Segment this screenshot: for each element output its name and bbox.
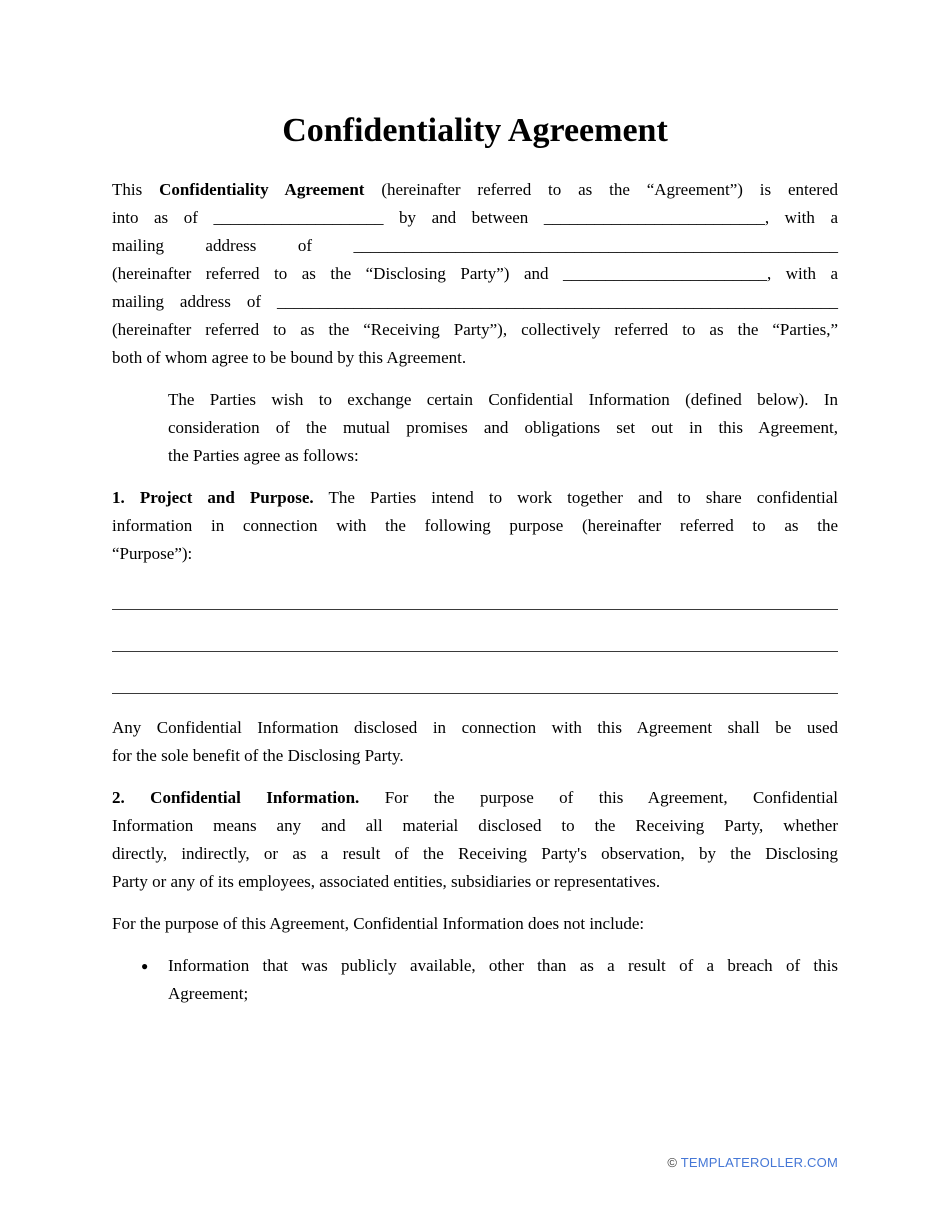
exclusions-intro-paragraph — [112, 910, 838, 938]
footer-branding — [667, 1155, 838, 1170]
section-2-line-2: Information means any and all material disclosed to the Receiving Party, whether — [112, 816, 838, 835]
bullet-icon: ● — [141, 959, 149, 973]
intro-line-1 — [112, 176, 838, 204]
intro-line-2 — [112, 204, 838, 232]
intro-text: mailing address of — [112, 292, 262, 311]
recitals-line-1: The Parties wish to exchange certain Confidential Information (defined below). In — [168, 390, 838, 409]
section-2-line-4: Party or any of its employees, associated entities, subsidiaries or representatives. — [112, 872, 661, 891]
intro-text: by and between — [399, 208, 529, 227]
intro-text: into as of — [112, 208, 198, 227]
section-1-line-2: information in connection with the following purpose (hereinafter referred to as the — [112, 516, 838, 535]
section-1-line-1 — [112, 484, 838, 512]
recitals-paragraph — [112, 386, 838, 470]
section-2-line-3: directly, indirectly, or as a result of the Receiving Party's observation, by the Disclosing — [112, 844, 838, 863]
section-1-line-3: “Purpose”): — [112, 544, 193, 563]
section-1-project-and-purpose — [112, 484, 838, 568]
disclosing-party-address-blank-field: _________________________________________________________ — [353, 236, 838, 255]
purpose-fill-line-2 — [112, 610, 838, 652]
intro-line-5 — [112, 288, 838, 316]
section-2-confidential-information — [112, 784, 838, 896]
intro-line-4 — [112, 260, 838, 288]
exclusion-item-line-2: Agreement; — [168, 984, 249, 1003]
intro-text: (hereinafter referred to as the “Agreement”) is entered — [381, 180, 839, 199]
templateroller-link[interactable]: TEMPLATEROLLER.COM — [680, 1155, 838, 1170]
copyright-icon: © — [667, 1155, 678, 1170]
purpose-fill-line-1 — [112, 568, 838, 610]
page-title: Confidentiality Agreement — [282, 112, 668, 149]
agreement-title-bold: Confidentiality Agreement — [159, 180, 365, 199]
intro-line-6: (hereinafter referred to as the “Receiving Party”), collectively referred to as the “Parties,” — [112, 320, 838, 339]
receiving-party-address-blank-field: __________________________________________________________________ — [277, 292, 838, 311]
purpose-fill-block — [112, 568, 838, 694]
intro-line-7: both of whom agree to be bound by this Agreement. — [112, 348, 467, 367]
recitals-line-2: consideration of the mutual promises and obligations set out in this Agreement, — [168, 418, 838, 437]
intro-text: , with a — [764, 208, 839, 227]
intro-line-3 — [112, 232, 838, 260]
disclosing-party-name-blank-field: __________________________ — [543, 208, 765, 227]
section-2-heading: 2. Confidential Information. — [112, 788, 360, 807]
section-2-line-1 — [112, 784, 838, 812]
after-purpose-paragraph — [112, 714, 838, 770]
after-purpose-line-2: for the sole benefit of the Disclosing Party. — [112, 746, 404, 765]
intro-text: This — [112, 180, 143, 199]
intro-text: (hereinafter referred to as the “Disclosing Party”) and — [112, 264, 549, 283]
exclusion-item-text — [168, 952, 838, 1008]
exclusion-item-line-1: Information that was publicly available, other than as a result of a breach of this — [168, 956, 838, 975]
exclusion-list-item — [112, 952, 838, 1008]
section-1-heading: 1. Project and Purpose. — [112, 488, 314, 507]
after-purpose-line-1: Any Confidential Information disclosed in connection with this Agreement shall be used — [112, 718, 838, 737]
intro-text: , with a — [767, 264, 838, 283]
purpose-fill-line-3 — [112, 652, 838, 694]
exclusions-intro-line: For the purpose of this Agreement, Confidential Information does not include: — [112, 914, 645, 933]
receiving-party-name-blank-field: ________________________ — [563, 264, 767, 283]
recitals-line-3: the Parties agree as follows: — [168, 446, 359, 465]
section-1-text: The Parties intend to work together and to share confidential — [328, 488, 838, 507]
intro-text: mailing address of — [112, 236, 313, 255]
section-2-text: For the purpose of this Agreement, Confidential — [384, 788, 838, 807]
date-blank-field: ____________________ — [213, 208, 384, 227]
intro-paragraph — [112, 176, 838, 372]
